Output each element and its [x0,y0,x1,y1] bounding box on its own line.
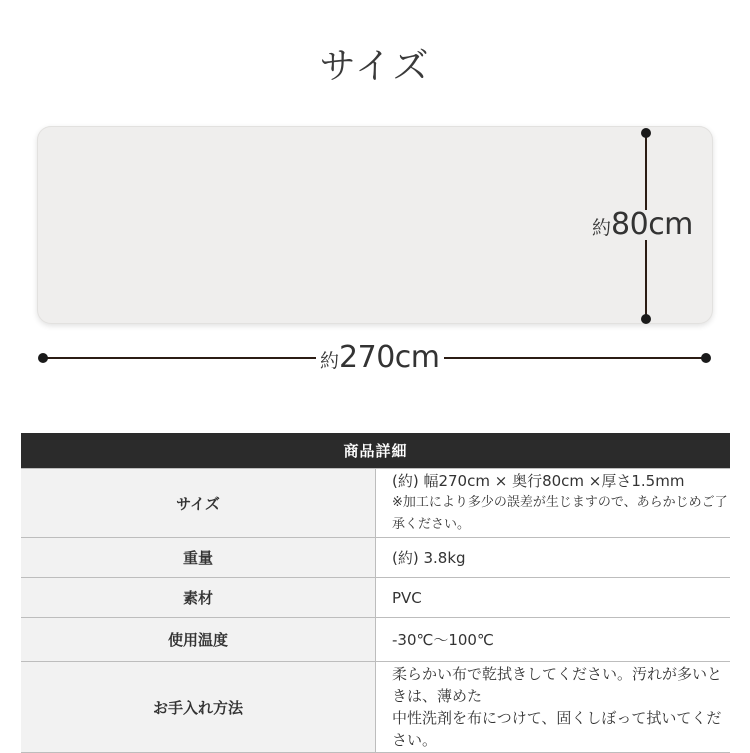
row-value: PVC [376,578,731,618]
width-value: 270cm [339,340,440,375]
row-value [376,662,731,753]
table-row [21,662,730,753]
row-label: 素材 [21,578,376,618]
size-text: (約) 幅270cm × 奥行80cm ×厚さ1.5mm [392,472,685,490]
table-row [21,469,730,538]
table-row [21,578,730,618]
width-prefix: 約 [320,350,340,372]
row-label: 重量 [21,538,376,578]
width-end-dot [38,353,48,363]
row-label: お手入れ方法 [21,662,376,753]
row-value: (約) 3.8kg [376,538,731,578]
depth-value: 80cm [611,207,693,242]
size-note: ※加工により多少の誤差が生じますので、あらかじめご了承ください。 [392,495,728,532]
row-value: -30℃〜100℃ [376,618,731,662]
width-end-dot [701,353,711,363]
depth-end-dot [641,128,651,138]
table-row [21,618,730,662]
page-title: サイズ [319,46,431,87]
table-header: 商品詳細 [21,433,730,469]
care-line: 中性洗剤を布につけて、固くしぼって拭いてください。 [392,709,722,749]
width-label [316,340,444,375]
depth-prefix: 約 [592,217,612,239]
row-label: 使用温度 [21,618,376,662]
row-value [376,469,731,538]
depth-label [590,207,695,242]
row-label: サイズ [21,469,376,538]
care-line: 柔らかい布で乾拭きしてください。汚れが多いときは、薄めた [392,665,723,705]
table-row [21,538,730,578]
depth-end-dot [641,314,651,324]
product-details-table [21,433,730,753]
